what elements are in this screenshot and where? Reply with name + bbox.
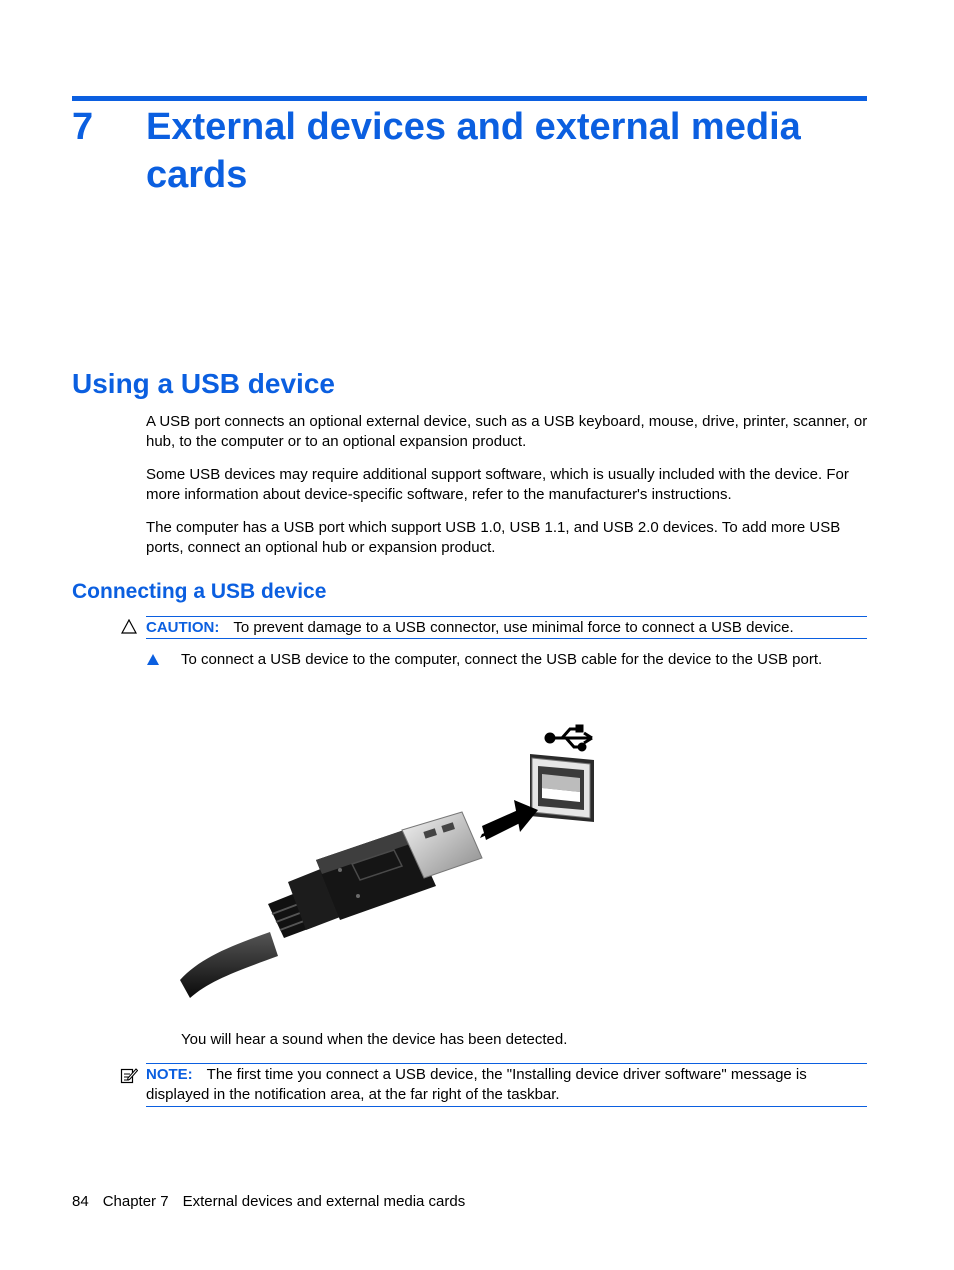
note-callout bbox=[146, 1063, 867, 1107]
caution-triangle-icon bbox=[121, 619, 137, 634]
chapter-number: 7 bbox=[72, 106, 94, 148]
usb-connection-figure bbox=[180, 718, 620, 1003]
paragraph-2: Some USB devices may require additional support software, which is usually included with the device. For more information about device-specific software, refer to the manufacturer's instructions. bbox=[146, 466, 849, 503]
subsection-title: Connecting a USB device bbox=[72, 580, 327, 603]
note-label: NOTE: bbox=[146, 1066, 193, 1083]
page-footer bbox=[72, 1192, 465, 1212]
caution-label: CAUTION: bbox=[146, 619, 220, 636]
blue-triangle-bullet-icon bbox=[146, 653, 160, 666]
note-pencil-icon bbox=[120, 1066, 138, 1084]
chapter-rule bbox=[72, 96, 867, 101]
insert-arrow-icon bbox=[480, 800, 538, 840]
section-title: Using a USB device bbox=[72, 368, 335, 399]
usb-cable-plug-icon bbox=[180, 812, 482, 998]
chapter-title: External devices and external media cards bbox=[146, 106, 801, 196]
footer-chapter-label: Chapter 7 bbox=[102, 1193, 169, 1210]
paragraph-3: The computer has a USB port which support USB 1.0, USB 1.1, and USB 2.0 devices. To add more USB ports, connect an optional hub or expansion product. bbox=[146, 519, 841, 556]
footer-chapter-title: External devices and external media cards bbox=[182, 1193, 466, 1210]
step-text: To connect a USB device to the computer, connect the USB cable for the device to the USB port. bbox=[181, 651, 823, 668]
caution-text: To prevent damage to a USB connector, use minimal force to connect a USB device. bbox=[233, 619, 794, 636]
note-text: The first time you connect a USB device, the "Installing device driver software" message is displayed in the notification area, at the far right of the taskbar. bbox=[146, 1066, 807, 1103]
page-number: 84 bbox=[72, 1193, 89, 1210]
usb-symbol-icon bbox=[546, 726, 592, 750]
paragraph-1: A USB port connects an optional external device, such as a USB keyboard, mouse, drive, printer, scanner, or hub, to the computer or to an optional expansion product. bbox=[146, 413, 868, 450]
after-step-text: You will hear a sound when the device has been detected. bbox=[181, 1031, 568, 1048]
usb-port-icon bbox=[530, 754, 594, 822]
caution-callout bbox=[146, 616, 867, 639]
